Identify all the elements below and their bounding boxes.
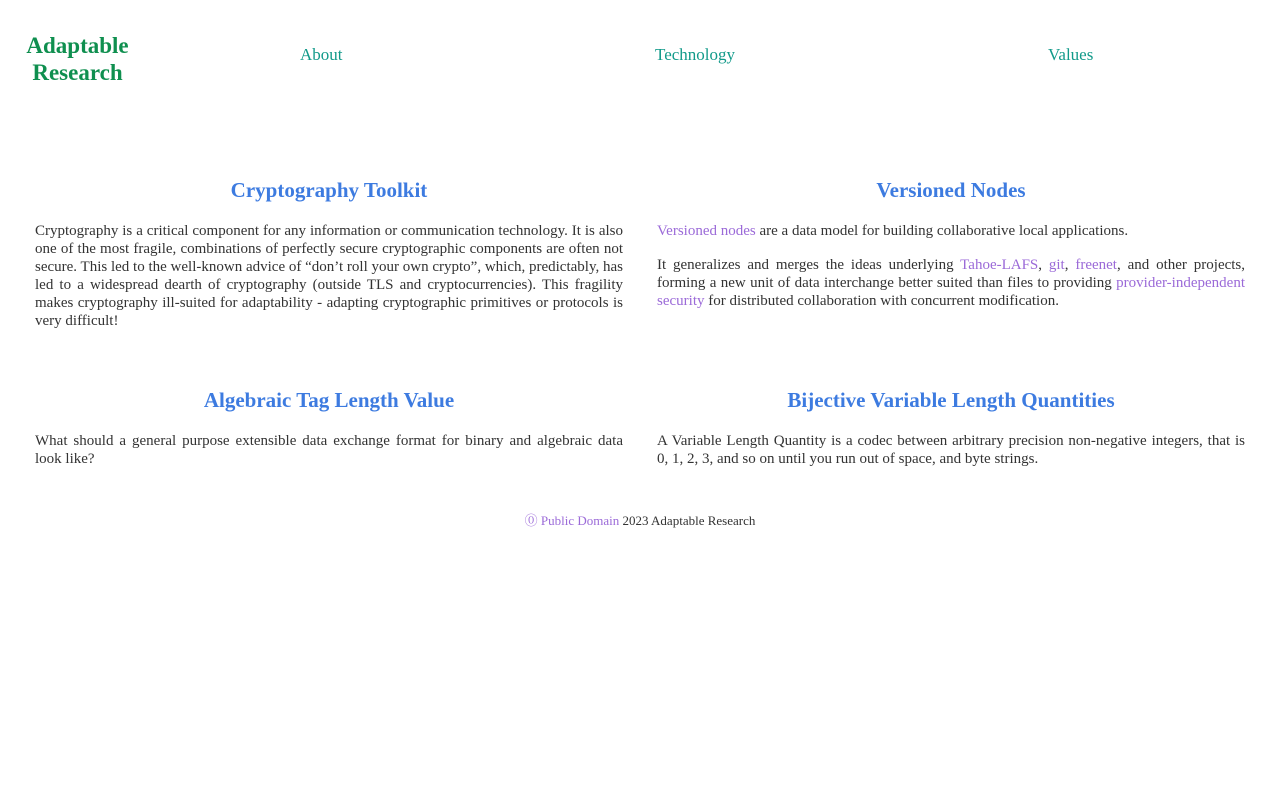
section-body: What should a general purpose extensible data exchange format for binary and algebraic data look like? — [35, 433, 623, 467]
section-title: Bijective Variable Length Quantities — [787, 388, 1115, 412]
section-title: Algebraic Tag Length Value — [203, 388, 455, 412]
provider-independent-security-link[interactable]: provider-independent security — [657, 275, 1245, 309]
git-link[interactable]: git — [1048, 257, 1065, 273]
section-body-1 — [657, 222, 1245, 240]
section-body-2 — [657, 256, 1245, 310]
public-domain-link[interactable] — [525, 513, 620, 528]
separator: , — [1064, 257, 1076, 273]
tahoe-lafs-link[interactable]: Tahoe-LAFS — [960, 257, 1039, 273]
section-versioned-nodes — [657, 178, 1245, 310]
body-text: , and other projects, forming a new unit of data interchange better suited than files to providing — [657, 257, 1246, 291]
site-footer — [0, 513, 1280, 529]
brand-line-1: Adaptable — [26, 33, 129, 58]
body-text: It generalizes and merges the ideas underlying — [657, 257, 961, 273]
section-title: Cryptography Toolkit — [230, 178, 428, 202]
public-domain-icon: ⓪ — [524, 513, 538, 528]
body-text: for distributed collaboration with concurrent modification. — [704, 293, 1059, 309]
section-cryptography-toolkit — [35, 178, 623, 330]
brand-logo[interactable] — [0, 32, 155, 86]
nav-technology[interactable]: Technology — [655, 45, 736, 64]
license-label: Public Domain — [540, 513, 620, 528]
section-title: Versioned Nodes — [876, 178, 1026, 202]
section-algebraic-tlv — [35, 388, 623, 468]
brand-line-2: Research — [32, 60, 123, 85]
section-body: A Variable Length Quantity is a codec between arbitrary precision non-negative integers, that is 0, 1, 2, 3, and so on until you run out of space, and byte strings. — [657, 433, 1245, 467]
copyright-text: 2023 Adaptable Research — [619, 513, 756, 528]
site-header — [0, 0, 1280, 110]
separator: , — [1038, 257, 1049, 273]
body-text: are a data model for building collaborative local applications. — [755, 223, 1129, 239]
nav-about[interactable]: About — [300, 45, 343, 64]
versioned-nodes-link[interactable]: Versioned nodes — [657, 223, 756, 239]
nav-values[interactable]: Values — [1048, 45, 1094, 64]
section-body: Cryptography is a critical component for any information or communication technology. It is also one of the most fragile, combinations of perfectly secure cryptographic components are often not secure. This led to the well-known advice of “don’t roll your own crypto”, which, predictably, has led to a widespread dearth of cryptography (outside TLS and cryptocurrencies). This fragility makes cryptography ill-suited for adaptability - adapting cryptographic primitives or protocols is very difficult! — [35, 223, 623, 329]
freenet-link[interactable]: freenet — [1075, 257, 1117, 273]
section-bijective-vlq — [657, 388, 1245, 468]
